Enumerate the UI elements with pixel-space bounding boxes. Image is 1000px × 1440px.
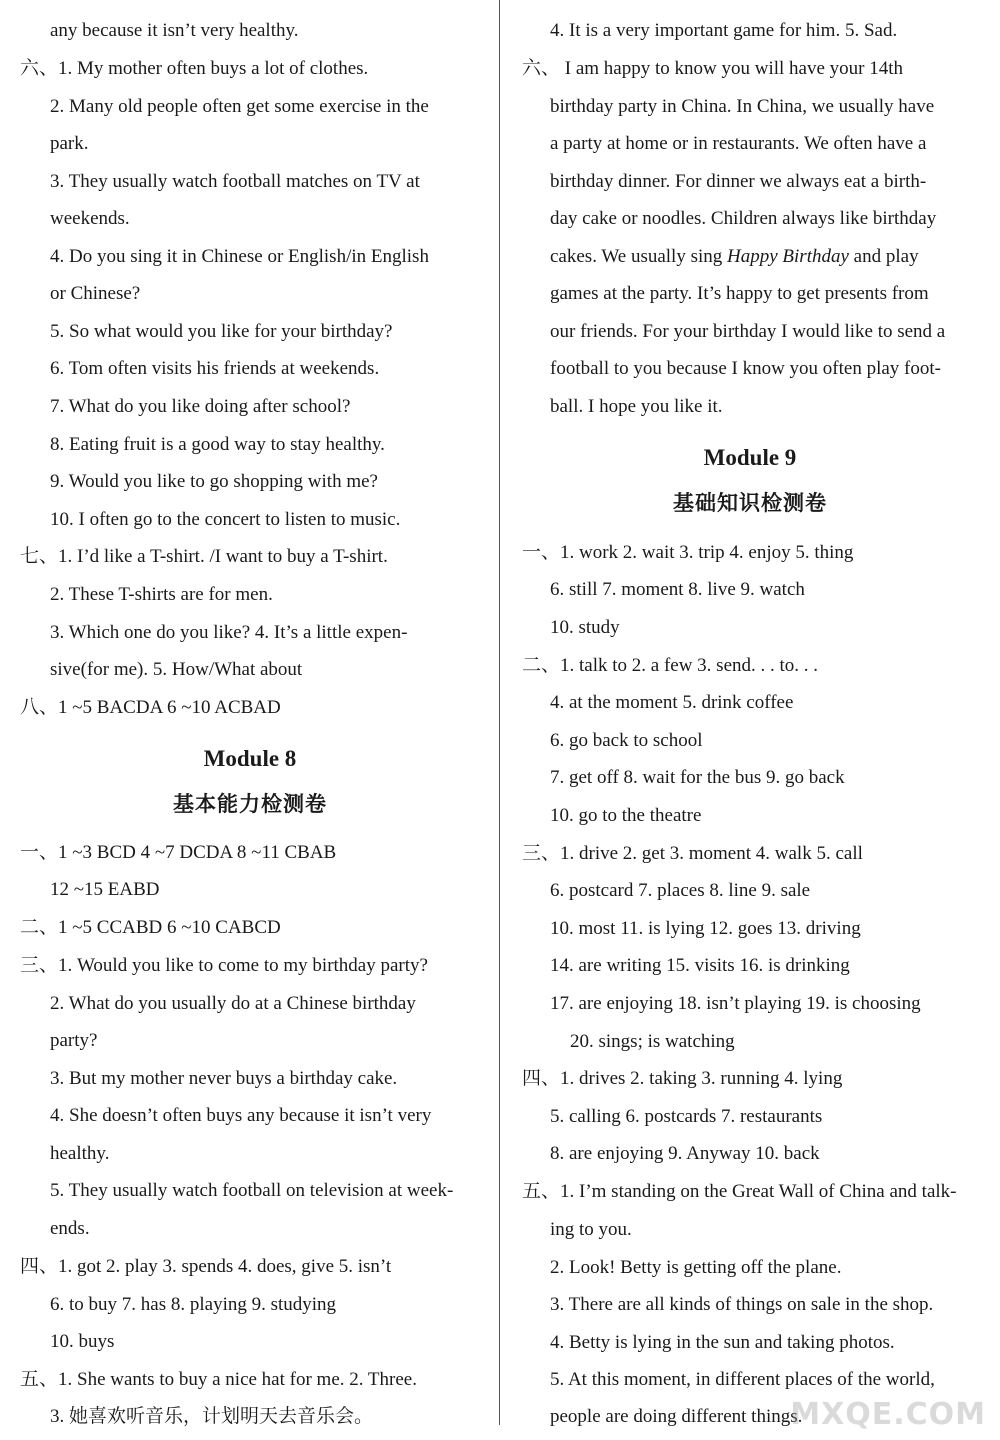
text-line: 3. There are all kinds of things on sale in the shop. (550, 1294, 934, 1315)
text-line: 10. buys (50, 1331, 115, 1352)
text-line: a party at home or in restaurants. We often have a (550, 133, 927, 154)
text-line: 四、1. got 2. play 3. spends 4. does, give 5. isn’t (20, 1256, 392, 1277)
text-line: any because it isn’t very healthy. (50, 20, 299, 41)
text-line: 6. to buy 7. has 8. playing 9. studying (50, 1294, 337, 1315)
text-line: 9. Would you like to go shopping with me? (50, 471, 378, 492)
text-line: healthy. (50, 1143, 110, 1164)
text-line: 6. Tom often visits his friends at weekends. (50, 358, 380, 379)
text-line: 8. Eating fruit is a good way to stay healthy. (50, 434, 385, 455)
text-line: 10. I often go to the concert to listen to music. (50, 509, 401, 530)
text-line: 3. Which one do you like? 4. It’s a little expen- (50, 622, 408, 643)
text-line: or Chinese? (50, 283, 141, 304)
text-line: 5. So what would you like for your birthday? (50, 321, 393, 342)
text-line: 6. postcard 7. places 8. line 9. sale (550, 880, 811, 901)
text-line: ing to you. (550, 1219, 632, 1240)
text-line: 10. most 11. is lying 12. goes 13. driving (550, 918, 861, 939)
column-divider (499, 0, 500, 1425)
text-line: weekends. (50, 208, 130, 229)
text-line: 6. go back to school (550, 730, 703, 751)
text-line: 三、1. Would you like to come to my birthday party? (20, 955, 428, 976)
text-line: 5. At this moment, in different places of the world, (550, 1369, 935, 1390)
text-line: 3. But my mother never buys a birthday cake. (50, 1068, 398, 1089)
text-line: 8. are enjoying 9. Anyway 10. back (550, 1143, 820, 1164)
text-line: 五、1. She wants to buy a nice hat for me. 2. Three. (20, 1369, 417, 1390)
text-line: 一、1 ~3 BCD 4 ~7 DCDA 8 ~11 CBAB (20, 842, 337, 863)
text-line: 八、1 ~5 BACDA 6 ~10 ACBAD (20, 697, 281, 718)
text-line: 五、1. I’m standing on the Great Wall of China and talk- (522, 1181, 957, 1202)
module-heading: Module 9 (703, 445, 797, 470)
section-heading: 基础知识检测卷 (673, 491, 827, 515)
text-line: 2. Look! Betty is getting off the plane. (550, 1257, 842, 1278)
text-line: 四、1. drives 2. taking 3. running 4. lying (522, 1068, 843, 1089)
text-line: 4. It is a very important game for him. 5. Sad. (550, 20, 898, 41)
text-line: 5. They usually watch football on television at week- (50, 1180, 454, 1201)
text-line: 4. She doesn’t often buys any because it isn’t very (50, 1105, 432, 1126)
text-line: 6. still 7. moment 8. live 9. watch (550, 579, 805, 600)
text-line: 一、1. work 2. wait 3. trip 4. enjoy 5. thing (522, 542, 854, 563)
text-line: birthday dinner. For dinner we always eat a birth- (550, 171, 927, 192)
text-line: 2. These T-shirts are for men. (50, 584, 273, 605)
text-line: 2. What do you usually do at a Chinese birthday (50, 993, 416, 1014)
text-line: 4. Do you sing it in Chinese or English/in English (50, 246, 429, 267)
text-line: games at the party. It’s happy to get presents from (550, 283, 929, 304)
text-line: sive(for me). 5. How/What about (50, 659, 303, 680)
text-line: football to you because I know you often play foot- (550, 358, 941, 379)
text-line: 三、1. drive 2. get 3. moment 4. walk 5. call (522, 843, 863, 864)
text-line: 二、1 ~5 CCABD 6 ~10 CABCD (20, 917, 281, 938)
text-line: birthday party in China. In China, we usually have (550, 96, 935, 117)
text-line: ends. (50, 1218, 90, 1239)
text-line: 10. go to the theatre (550, 805, 702, 826)
text-line: party? (50, 1030, 98, 1051)
text-line: 12 ~15 EABD (50, 879, 160, 900)
module-heading: Module 8 (203, 746, 297, 771)
watermark: MXQE.COM (790, 1397, 986, 1432)
text-line: 3. 她喜欢听音乐，计划明天去音乐会。 (50, 1406, 374, 1427)
text-line: ball. I hope you like it. (550, 396, 723, 417)
text-line: cakes. We usually sing Happy Birthday and play (550, 246, 919, 267)
section-heading: 基本能力检测卷 (173, 792, 327, 816)
text-line: our friends. For your birthday I would like to send a (550, 321, 946, 342)
text-line: 4. at the moment 5. drink coffee (550, 692, 794, 713)
text-line: 20. sings; is watching (570, 1031, 735, 1052)
text-line: 六、1. My mother often buys a lot of clothes. (20, 58, 369, 79)
text-line: 14. are writing 15. visits 16. is drinking (550, 955, 850, 976)
text-line: 二、1. talk to 2. a few 3. send. . . to. . . (522, 655, 819, 676)
text-line: 4. Betty is lying in the sun and taking photos. (550, 1332, 895, 1353)
text-line: 7. get off 8. wait for the bus 9. go back (550, 767, 845, 788)
text-line: 2. Many old people often get some exercise in the (50, 96, 429, 117)
text-line: 3. They usually watch football matches on TV at (50, 171, 420, 192)
text-line: park. (50, 133, 89, 154)
text-line: 7. What do you like doing after school? (50, 396, 351, 417)
text-line: 17. are enjoying 18. isn’t playing 19. is choosing (550, 993, 921, 1014)
text-line: 六、 I am happy to know you will have your 14th (522, 58, 904, 79)
text-line: 七、1. I’d like a T-shirt. /I want to buy a T-shirt. (20, 546, 388, 567)
text-line: day cake or noodles. Children always like birthday (550, 208, 937, 229)
text-line: people are doing different things. (550, 1406, 803, 1427)
text-line: 5. calling 6. postcards 7. restaurants (550, 1106, 823, 1127)
text-line: 10. study (550, 617, 620, 638)
